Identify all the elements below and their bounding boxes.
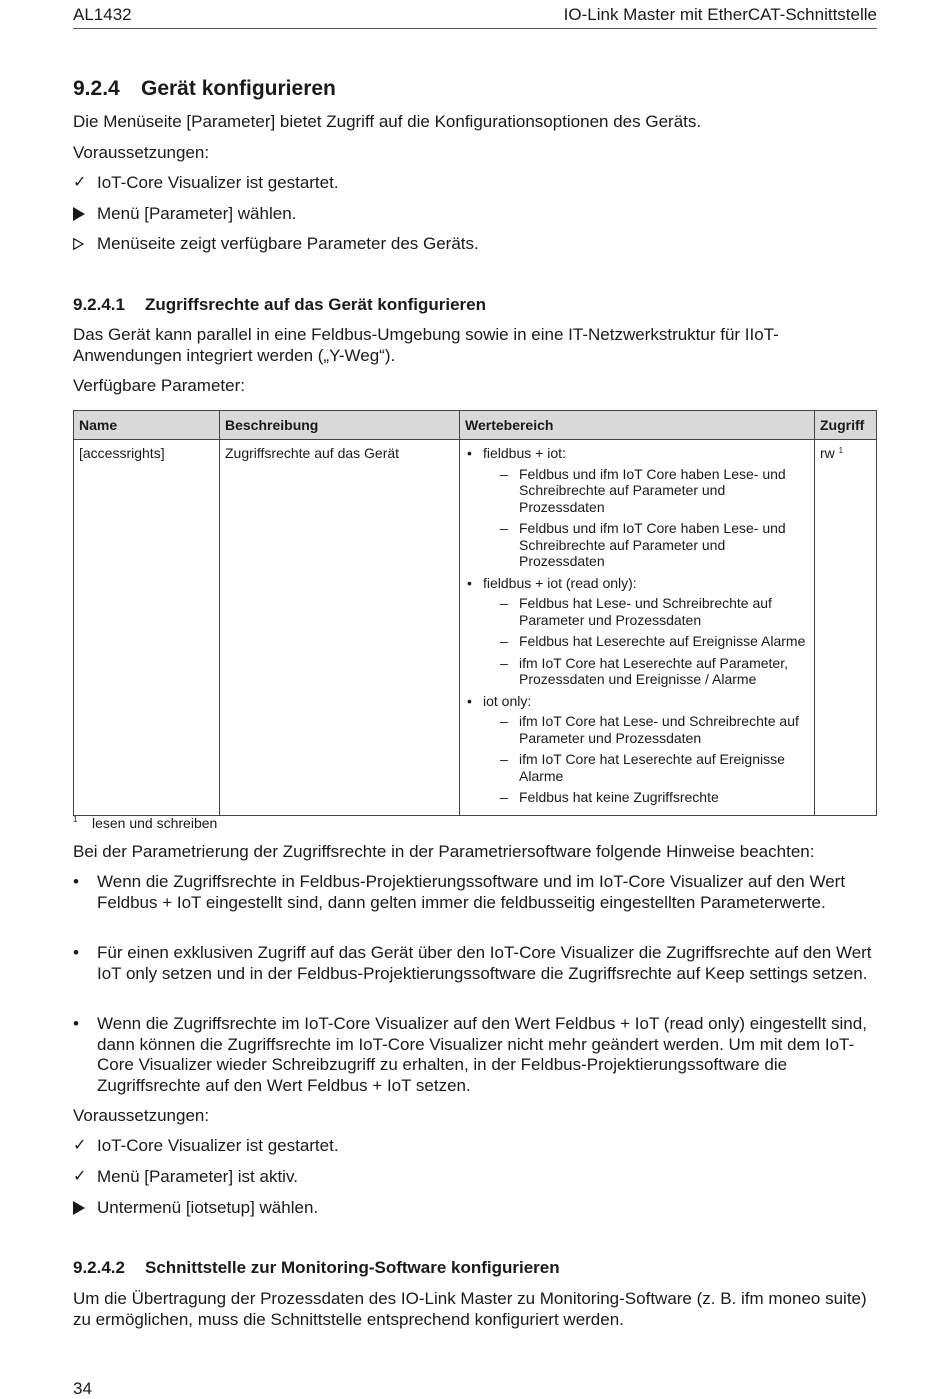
value-option: • fieldbus + iot: – Feldbus und ifm IoT Core haben Lese- und Schreibrechte auf Parameter und Prozessdaten – Feldbus und ifm IoT Core haben Lese- und Schreibrechte auf Parameter und Prozessdaten (465, 445, 809, 570)
prerequisites-label-2: Voraussetzungen: (73, 1106, 210, 1125)
header-access: Zugriff (815, 411, 877, 440)
check-icon: ✓ (73, 1137, 87, 1154)
header-name: Name (74, 411, 220, 440)
value-option: • iot only: – ifm IoT Core hat Lese- und Schreibrechte auf Parameter und Prozessdaten – ifm IoT Core hat Leserechte auf Ereignisse Alarme – Feldbus hat keine Zugriffsrechte (465, 693, 809, 806)
param-value-range (460, 440, 815, 816)
value-detail: – Feldbus hat keine Zugriffsrechte (500, 789, 719, 805)
accessrights-description: Das Gerät kann parallel in eine Feldbus-Umgebung sowie in eine IT-Netzwerkstruktur für IIoT-Anwendungen integriert werden („Y-Weg“). (73, 325, 779, 365)
footnote-marker: 1 (838, 446, 844, 455)
value-detail: – Feldbus hat Leserechte auf Ereignisse Alarme (500, 633, 806, 649)
value-option: • fieldbus + iot (read only): – Feldbus hat Lese- und Schreibrechte auf Parameter und Prozessdaten – Feldbus hat Leserechte auf Ereignisse Alarme – ifm IoT Core hat Leserechte auf Parameter, Prozessdaten und Ereignisse / Alarme (465, 575, 809, 688)
header-description: Beschreibung (220, 411, 460, 440)
action-arrow-icon (73, 204, 93, 228)
table-row (74, 440, 877, 816)
check-icon: ✓ (73, 1168, 87, 1185)
page-header (73, 5, 877, 29)
param-access: rw $^1$ (815, 440, 877, 816)
available-params-label: Verfügbare Parameter: (73, 376, 245, 395)
header-value-range: Wertebereich (460, 411, 815, 440)
check-icon: ✓ (73, 174, 87, 191)
section-title: Gerät konfigurieren (141, 77, 336, 100)
value-detail: – Feldbus und ifm IoT Core haben Lese- und Schreibrechte auf Parameter und Prozessdaten (500, 465, 786, 515)
prerequisites-label: Voraussetzungen: (73, 143, 210, 162)
param-description: Zugriffsrechte auf das Gerät (220, 440, 460, 816)
subsection-heading-accessrights: 9.2.4.1 Zugriffsrechte auf das Gerät konfigurieren (73, 295, 487, 314)
section-number: 9.2.4 (73, 77, 120, 100)
result-arrow-icon (73, 234, 93, 257)
monitoring-description: Um die Übertragung der Prozessdaten des IO-Link Master zu Monitoring-Software (z. B. ifm moneo suite) zu ermöglichen, muss die Schnittstelle entsprechend konfiguriert werden. (73, 1289, 867, 1329)
header-title: IO-Link Master mit EtherCAT-Schnittstelle (563, 5, 877, 24)
subsection-heading-monitoring: 9.2.4.2 Schnittstelle zur Monitoring-Software konfigurieren (73, 1258, 560, 1277)
value-detail: – ifm IoT Core hat Leserechte auf Ereignisse Alarme (500, 751, 785, 784)
intro-text: Die Menüseite [Parameter] bietet Zugriff auf die Konfigurationsoptionen des Geräts. (73, 112, 702, 131)
value-detail: – ifm IoT Core hat Lese- und Schreibrechte auf Parameter und Prozessdaten (500, 713, 799, 746)
hints-intro: Bei der Parametrierung der Zugriffsrechte in der Parametriersoftware folgende Hinweise beachten: (73, 842, 815, 861)
section-heading (73, 77, 336, 101)
page-number: 34 (73, 1379, 92, 1398)
parameter-table (73, 410, 877, 816)
table-header-row (74, 411, 877, 440)
value-detail: – ifm IoT Core hat Leserechte auf Parameter, Prozessdaten und Ereignisse / Alarme (500, 654, 788, 687)
param-name: [accessrights] (74, 440, 220, 816)
header-product: AL1432 (73, 5, 132, 24)
action-arrow-icon (73, 1198, 93, 1222)
value-detail: – Feldbus und ifm IoT Core haben Lese- und Schreibrechte auf Parameter und Prozessdaten (500, 520, 786, 569)
value-detail: – Feldbus hat Lese- und Schreibrechte auf Parameter und Prozessdaten (500, 595, 772, 628)
